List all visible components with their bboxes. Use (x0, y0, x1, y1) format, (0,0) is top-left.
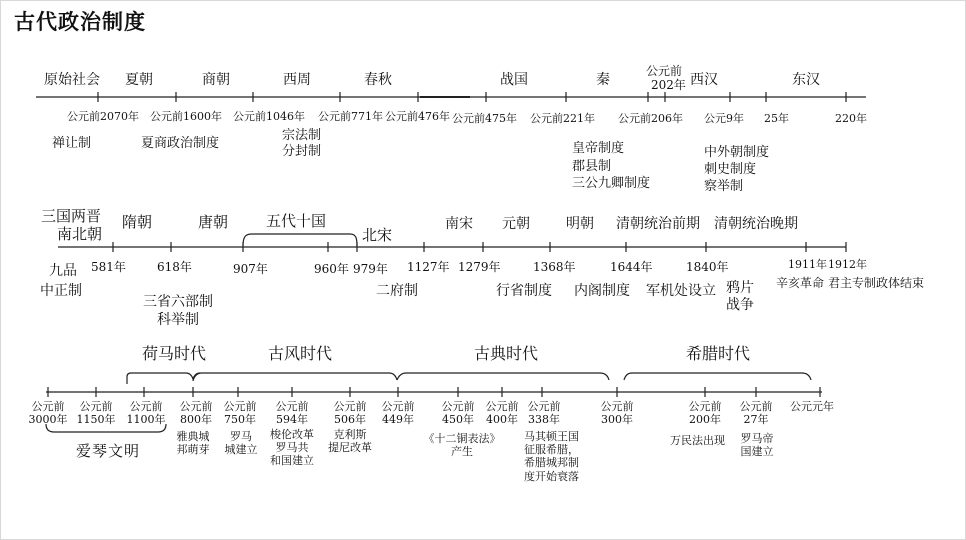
date-label: 公元前 (600, 400, 634, 413)
date-label: 27年 (743, 413, 769, 427)
date-label-group (378, 400, 418, 426)
event-label-group (734, 432, 780, 458)
date-label: 公元前1600年 (150, 110, 222, 123)
system-label-group (726, 280, 754, 314)
archaic-era-bracket (193, 373, 397, 381)
system-label: 二府制 (376, 283, 418, 299)
date-label: 1150年 (76, 413, 116, 427)
period-label: 原始社会 (44, 72, 100, 88)
period-label: 西周 (283, 72, 311, 88)
date-label: 公元前 (31, 400, 65, 413)
era-label: 荷马时代 (142, 344, 207, 363)
event-label: 梭伦改革 (270, 428, 314, 441)
era-label: 古风时代 (268, 344, 333, 363)
system-label: 九品 (49, 263, 77, 279)
date-label: 公元前771年 (318, 110, 383, 123)
date-label: 公元前475年 (452, 112, 517, 125)
system-label: 郡县制 (572, 158, 612, 174)
system-label: 辛亥革命 (776, 276, 825, 290)
date-label: 公元前 (441, 400, 475, 413)
period-label: 明朝 (566, 216, 594, 232)
date-label-group (524, 400, 564, 426)
homer-era-bracket (127, 373, 200, 384)
era-label: 希腊时代 (686, 344, 751, 363)
date-label: 25年 (764, 112, 789, 125)
period-label: 商朝 (202, 72, 230, 88)
system-label: 鸦片 (726, 280, 754, 296)
system-label: 三省六部制 (143, 294, 213, 310)
event-label: 罗马共 (275, 441, 309, 455)
date-label: 公元前1046年 (233, 110, 305, 123)
event-label-group (322, 428, 378, 454)
system-label: 察举制 (704, 178, 744, 194)
system-label: 皇帝制度 (572, 141, 625, 156)
system-label: 三公九卿制度 (572, 176, 651, 192)
page-title: 古代政治制度 (14, 10, 146, 34)
date-label-group (597, 400, 637, 426)
event-label: 罗马 (230, 430, 252, 443)
date-label-group (438, 400, 478, 426)
date-label: 506年 (334, 413, 366, 427)
event-label: 度开始衰落 (524, 469, 579, 483)
date-label: 3000年 (28, 413, 68, 427)
event-label: 提尼改革 (328, 441, 372, 455)
system-label: 宗法制 (282, 128, 322, 143)
system-label: 行省制度 (496, 283, 552, 299)
period-label: 西汉 (690, 72, 718, 88)
date-label: 400年 (486, 413, 518, 427)
period-label: 清朝统治晚期 (714, 216, 798, 232)
period-label: 五代十国 (266, 212, 327, 230)
date-label: 1279年 (458, 260, 501, 274)
event-label-group (218, 430, 264, 456)
date-label: 979年 (353, 262, 388, 276)
era-label: 古典时代 (474, 344, 539, 363)
system-label: 战争 (726, 296, 754, 313)
date-label: 公元前2070年 (67, 110, 139, 123)
date-label: 618年 (157, 260, 192, 274)
period-label: 东汉 (792, 72, 820, 88)
event-label: 产生 (451, 445, 473, 459)
date-label: 1127年 (407, 260, 450, 274)
date-label: 公元前206年 (618, 112, 683, 125)
date-label: 公元前 (485, 400, 519, 413)
event-label: 克利斯 (333, 428, 367, 441)
date-label: 907年 (233, 262, 268, 276)
date-label: 800年 (180, 413, 212, 427)
date-label: 1840年 (686, 260, 729, 274)
event-label-group (262, 428, 322, 468)
date-label-group (330, 400, 370, 426)
date-label: 202年 (651, 78, 686, 92)
date-label: 公元前 (129, 400, 163, 413)
date-label: 449年 (382, 413, 414, 427)
period-label: 夏朝 (125, 72, 153, 88)
date-label: 公元9年 (704, 112, 744, 125)
date-label: 1100年 (126, 413, 166, 427)
date-label: 581年 (91, 260, 126, 274)
date-label: 1644年 (610, 260, 653, 274)
system-label: 军机处设立 (646, 283, 716, 299)
date-label: 300年 (601, 413, 633, 427)
date-label: 公元前 (527, 400, 561, 413)
period-label: 南宋 (445, 216, 473, 232)
event-label-group (524, 430, 579, 483)
event-label: 邦萌芽 (176, 443, 210, 457)
system-label-group (282, 128, 321, 159)
five-dynasties-bracket (243, 234, 357, 246)
aegean-label: 爱琴文明 (76, 442, 141, 460)
period-label: 北宋 (362, 226, 393, 244)
event-label: 雅典城 (176, 430, 210, 443)
date-label: 公元前476年 (385, 110, 450, 123)
date-label: 1368年 (533, 260, 576, 274)
date-label: 公元前 (79, 400, 113, 413)
period-label: 清朝统治前期 (616, 216, 700, 232)
system-label: 中正制 (40, 283, 82, 299)
system-label: 中外朝制度 (704, 145, 770, 160)
system-label-group (704, 145, 769, 196)
date-label: 公元前 (179, 400, 213, 413)
system-label: 内阁制度 (574, 283, 630, 299)
date-label: 750年 (224, 413, 256, 427)
date-label: 公元前 (333, 400, 367, 413)
date-label: 公元元年 (790, 400, 834, 413)
date-label-group (126, 400, 166, 426)
date-label: 960年 (314, 262, 349, 276)
date-label: 公元前 (739, 400, 773, 413)
date-label: 594年 (276, 413, 308, 427)
event-label: 城建立 (224, 443, 258, 457)
event-label-group (414, 432, 510, 458)
period-label: 南北朝 (57, 225, 103, 243)
date-label: 公元前 (688, 400, 722, 413)
date-label: 220年 (835, 112, 867, 125)
period-label: 春秋 (364, 72, 392, 88)
date-label: 200年 (689, 413, 721, 427)
date-label: 450年 (442, 413, 474, 427)
system-label: 分封制 (282, 143, 322, 159)
period-label: 元朝 (502, 216, 530, 232)
date-label-group (272, 400, 312, 426)
system-label-group (138, 294, 218, 329)
date-label: 公元前 (646, 64, 683, 78)
event-label: 马其顿王国 (524, 430, 579, 443)
system-label-group (572, 140, 650, 193)
system-label: 君主专制政体结束 (828, 276, 925, 290)
date-label-group (685, 400, 725, 426)
date-label-group (482, 400, 522, 426)
period-label: 隋朝 (122, 213, 153, 231)
event-label-group (170, 430, 216, 456)
date-label-group (220, 400, 260, 426)
event-label: 万民法出现 (670, 434, 725, 447)
date-label: 公元前 (223, 400, 257, 413)
period-label: 唐朝 (198, 213, 229, 231)
event-label: 国建立 (740, 445, 774, 459)
system-label: 科举制 (157, 311, 199, 328)
event-label: 罗马帝 (740, 432, 774, 445)
classical-era-bracket (397, 373, 609, 380)
date-label: 公元前221年 (530, 112, 595, 125)
date-label: 公元前 (381, 400, 415, 413)
date-label: 338年 (528, 413, 560, 427)
system-label: 禅让制 (52, 136, 92, 151)
date-label: 公元前 (275, 400, 309, 413)
date-label: 1912年 (828, 258, 867, 271)
hellenistic-era-bracket (624, 373, 811, 380)
period-label: 三国两晋 (41, 207, 102, 225)
date-label-group (736, 400, 776, 426)
event-label: 征服希腊， (524, 443, 579, 457)
event-label: 希腊城邦制 (524, 456, 579, 470)
system-label: 刺史制度 (704, 161, 757, 177)
event-label: 《十二铜表法》 (423, 432, 501, 445)
period-label: 秦 (596, 72, 610, 88)
date-label-group (28, 400, 68, 426)
event-label: 和国建立 (270, 454, 314, 468)
date-label-group (76, 400, 116, 426)
date-label: 1911年 (788, 258, 827, 271)
date-label-group (176, 400, 216, 426)
system-label: 夏商政治制度 (141, 136, 220, 151)
period-label: 战国 (500, 72, 528, 88)
